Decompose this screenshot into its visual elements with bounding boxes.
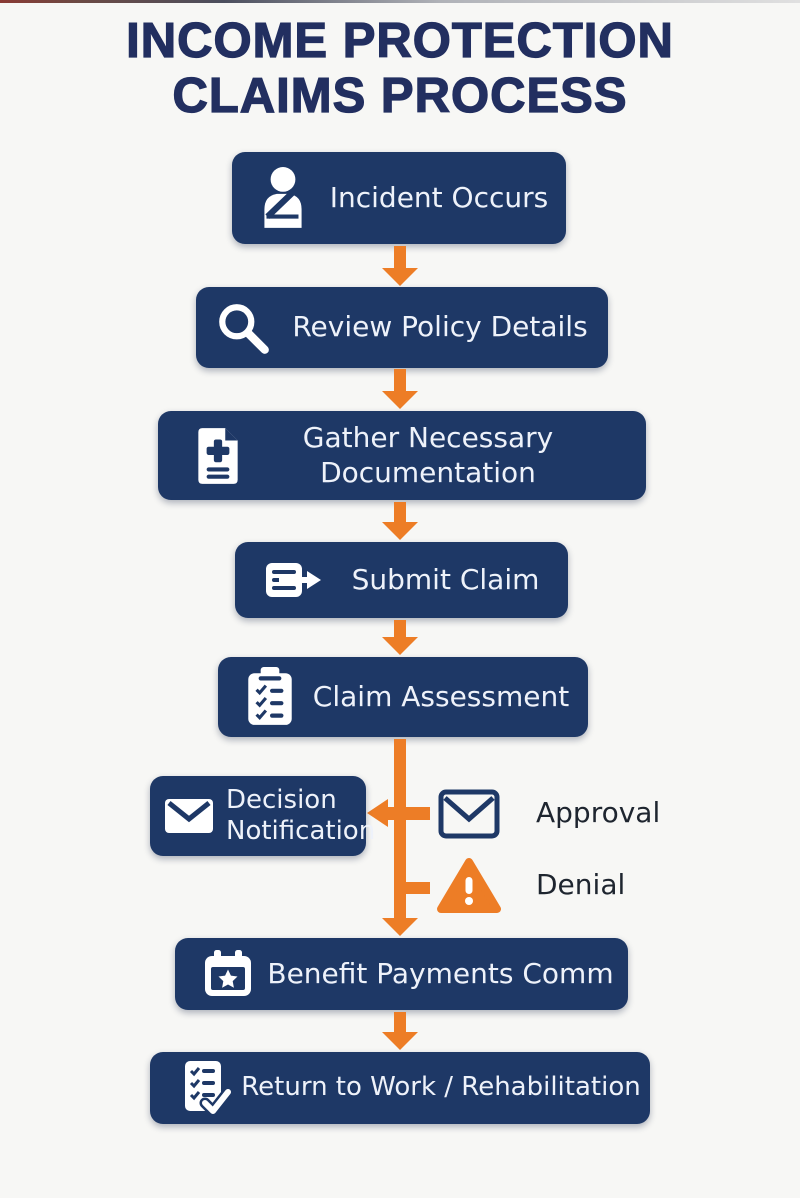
approval-label: Approval xyxy=(536,796,661,829)
step-label: Claim Assessment xyxy=(312,679,570,713)
title-line-1: INCOME PROTECTION xyxy=(126,14,674,68)
send-document-icon xyxy=(265,562,323,598)
flow-arrow-shaft-1 xyxy=(394,246,406,270)
envelope-outline-icon xyxy=(438,789,500,843)
flow-arrow-shaft-2 xyxy=(394,369,406,393)
flow-arrow-head-5 xyxy=(382,918,418,936)
top-edge-line xyxy=(0,0,800,3)
step-claim-assessment xyxy=(218,657,588,737)
page-title xyxy=(0,14,800,124)
warning-triangle-icon xyxy=(437,857,501,919)
magnifier-icon xyxy=(214,299,272,357)
checklist-check-icon xyxy=(180,1059,232,1117)
document-plus-icon xyxy=(194,426,242,486)
step-decision-notification xyxy=(150,776,376,856)
decision-branch-shaft xyxy=(388,807,430,820)
step-label: Return to Work / Rehabilitation xyxy=(241,1072,641,1103)
flow-arrow-head-2 xyxy=(382,391,418,409)
flow-arrow-head-1 xyxy=(382,268,418,286)
step-label: Review Policy Details xyxy=(292,310,588,344)
clipboard-checklist-icon xyxy=(246,667,294,727)
step-label: Incident Occurs xyxy=(329,180,549,214)
calendar-star-icon xyxy=(203,950,253,998)
flow-arrow-head-4 xyxy=(382,637,418,655)
step-label: Gather Necessary Documentation xyxy=(302,421,554,489)
denial-label: Denial xyxy=(536,868,626,901)
step-incident-occurs xyxy=(232,152,566,244)
denial-branch-shaft xyxy=(400,882,430,894)
flow-arrow-head-3 xyxy=(382,522,418,540)
step-label: Submit Claim xyxy=(351,562,540,596)
injured-person-icon xyxy=(254,166,312,230)
step-submit-claim xyxy=(235,542,568,618)
step-label: Benefit Payments Comm xyxy=(267,956,614,990)
step-label: Decision Notification xyxy=(226,785,376,846)
flow-arrow-shaft-6 xyxy=(394,1012,406,1034)
step-gather-documentation xyxy=(158,411,646,500)
title-line-2: CLAIMS PROCESS xyxy=(172,68,628,123)
envelope-icon xyxy=(164,798,214,834)
step-return-to-work xyxy=(150,1052,650,1124)
flow-arrow-head-6 xyxy=(382,1032,418,1050)
flow-arrow-shaft-3 xyxy=(394,502,406,524)
step-review-policy-details xyxy=(196,287,608,368)
step-benefit-payments xyxy=(175,938,628,1010)
